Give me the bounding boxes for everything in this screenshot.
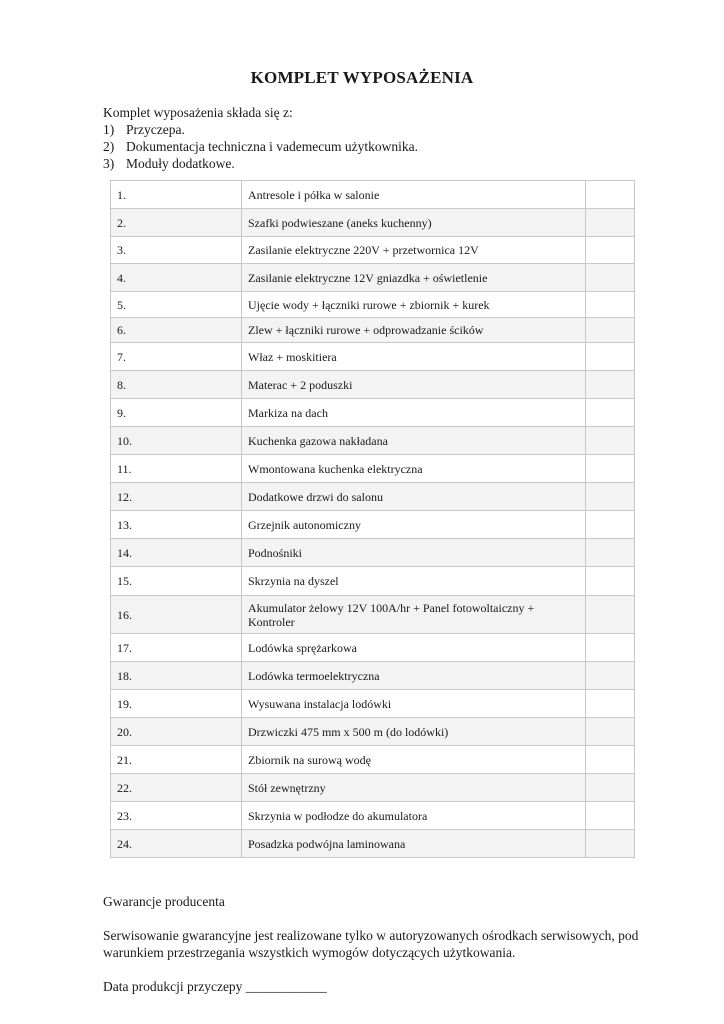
row-item: Wysuwana instalacja lodówki (242, 690, 586, 718)
table-row (111, 634, 635, 662)
row-number: 19. (111, 690, 242, 718)
table-row (111, 455, 635, 483)
production-date-line: Data produkcji przyczepy ____________ (103, 979, 327, 994)
row-number: 17. (111, 634, 242, 662)
row-check-cell (586, 209, 635, 237)
row-check-cell (586, 427, 635, 455)
table-row (111, 318, 635, 343)
table-row (111, 690, 635, 718)
row-check-cell (586, 455, 635, 483)
guarantee-title: Gwarancje producenta (103, 894, 225, 909)
row-item: Antresole i półka w salonie (242, 181, 586, 209)
row-check-cell (586, 264, 635, 292)
intro-lead: Komplet wyposażenia składa się z: (103, 105, 293, 120)
row-check-cell (586, 371, 635, 399)
guarantee-section (103, 893, 643, 995)
table-row (111, 483, 635, 511)
row-check-cell (586, 399, 635, 427)
document-title: KOMPLET WYPOSAŻENIA (250, 68, 474, 87)
row-item: Zlew + łączniki rurowe + odprowadzanie ścików (242, 318, 586, 343)
row-check-cell (586, 662, 635, 690)
row-check-cell (586, 746, 635, 774)
row-check-cell (586, 343, 635, 371)
intro-list-number: 3) (103, 156, 115, 171)
row-check-cell (586, 596, 635, 634)
intro-list-text: Dokumentacja techniczna i vademecum użytkownika. (126, 139, 419, 154)
row-check-cell (586, 237, 635, 264)
intro-list-number: 1) (103, 122, 115, 137)
table-row (111, 662, 635, 690)
row-item: Podnośniki (242, 539, 586, 567)
row-number: 12. (111, 483, 242, 511)
row-check-cell (586, 774, 635, 802)
row-item: Zasilanie elektryczne 220V + przetwornica 12V (242, 237, 586, 264)
table-row (111, 539, 635, 567)
row-item: Stół zewnętrzny (242, 774, 586, 802)
table-row (111, 830, 635, 858)
table-row (111, 746, 635, 774)
row-check-cell (586, 539, 635, 567)
row-check-cell (586, 318, 635, 343)
row-item: Wmontowana kuchenka elektryczna (242, 455, 586, 483)
intro-list-item (103, 155, 418, 172)
row-number: 21. (111, 746, 242, 774)
table-row (111, 399, 635, 427)
row-check-cell (586, 690, 635, 718)
intro-list-number: 2) (103, 139, 115, 154)
row-number: 3. (111, 237, 242, 264)
row-number: 16. (111, 596, 242, 634)
table-row (111, 774, 635, 802)
row-check-cell (586, 830, 635, 858)
row-number: 20. (111, 718, 242, 746)
row-check-cell (586, 802, 635, 830)
guarantee-text: Serwisowanie gwarancyjne jest realizowane tylko w autoryzowanych ośrodkach serwisowych, pod warunkiem przestrzegania wszystkich wymogów dotyczących użytkowania. (103, 928, 639, 960)
table-row (111, 209, 635, 237)
row-number: 18. (111, 662, 242, 690)
row-check-cell (586, 483, 635, 511)
row-check-cell (586, 292, 635, 318)
row-item: Ujęcie wody + łączniki rurowe + zbiornik + kurek (242, 292, 586, 318)
row-item: Lodówka termoelektryczna (242, 662, 586, 690)
intro-list-text: Moduły dodatkowe. (126, 156, 235, 171)
table-row (111, 718, 635, 746)
row-item: Materac + 2 poduszki (242, 371, 586, 399)
row-item: Właz + moskitiera (242, 343, 586, 371)
row-item: Zbiornik na surową wodę (242, 746, 586, 774)
row-check-cell (586, 181, 635, 209)
table-row (111, 371, 635, 399)
row-number: 15. (111, 567, 242, 596)
row-number: 22. (111, 774, 242, 802)
row-check-cell (586, 634, 635, 662)
row-number: 4. (111, 264, 242, 292)
row-number: 9. (111, 399, 242, 427)
table-row (111, 264, 635, 292)
row-item: Posadzka podwójna laminowana (242, 830, 586, 858)
row-item: Skrzynia w podłodze do akumulatora (242, 802, 586, 830)
table-row (111, 511, 635, 539)
row-item: Grzejnik autonomiczny (242, 511, 586, 539)
row-check-cell (586, 567, 635, 596)
row-number: 8. (111, 371, 242, 399)
row-check-cell (586, 511, 635, 539)
table-row (111, 237, 635, 264)
intro-list-text: Przyczepa. (126, 122, 185, 137)
table-row (111, 343, 635, 371)
row-number: 23. (111, 802, 242, 830)
row-number: 1. (111, 181, 242, 209)
row-number: 6. (111, 318, 242, 343)
row-item: Dodatkowe drzwi do salonu (242, 483, 586, 511)
row-item: Skrzynia na dyszel (242, 567, 586, 596)
intro-list-item (103, 121, 418, 138)
row-item: Kuchenka gazowa nakładana (242, 427, 586, 455)
table-row (111, 802, 635, 830)
table-row (111, 181, 635, 209)
equipment-table (110, 180, 635, 858)
intro-list (103, 121, 418, 172)
row-number: 10. (111, 427, 242, 455)
row-item: Lodówka sprężarkowa (242, 634, 586, 662)
table-row (111, 292, 635, 318)
row-item: Drzwiczki 475 mm x 500 m (do lodówki) (242, 718, 586, 746)
intro-section (103, 104, 418, 172)
row-item: Markiza na dach (242, 399, 586, 427)
table-row (111, 427, 635, 455)
row-check-cell (586, 718, 635, 746)
row-number: 11. (111, 455, 242, 483)
row-number: 2. (111, 209, 242, 237)
row-number: 7. (111, 343, 242, 371)
row-item: Akumulator żelowy 12V 100A/hr + Panel fotowoltaiczny + Kontroler (242, 596, 586, 634)
row-number: 5. (111, 292, 242, 318)
row-item: Szafki podwieszane (aneks kuchenny) (242, 209, 586, 237)
row-number: 14. (111, 539, 242, 567)
table-row (111, 567, 635, 596)
intro-list-item (103, 138, 418, 155)
table-row (111, 596, 635, 634)
row-number: 13. (111, 511, 242, 539)
row-item: Zasilanie elektryczne 12V gniazdka + oświetlenie (242, 264, 586, 292)
row-number: 24. (111, 830, 242, 858)
